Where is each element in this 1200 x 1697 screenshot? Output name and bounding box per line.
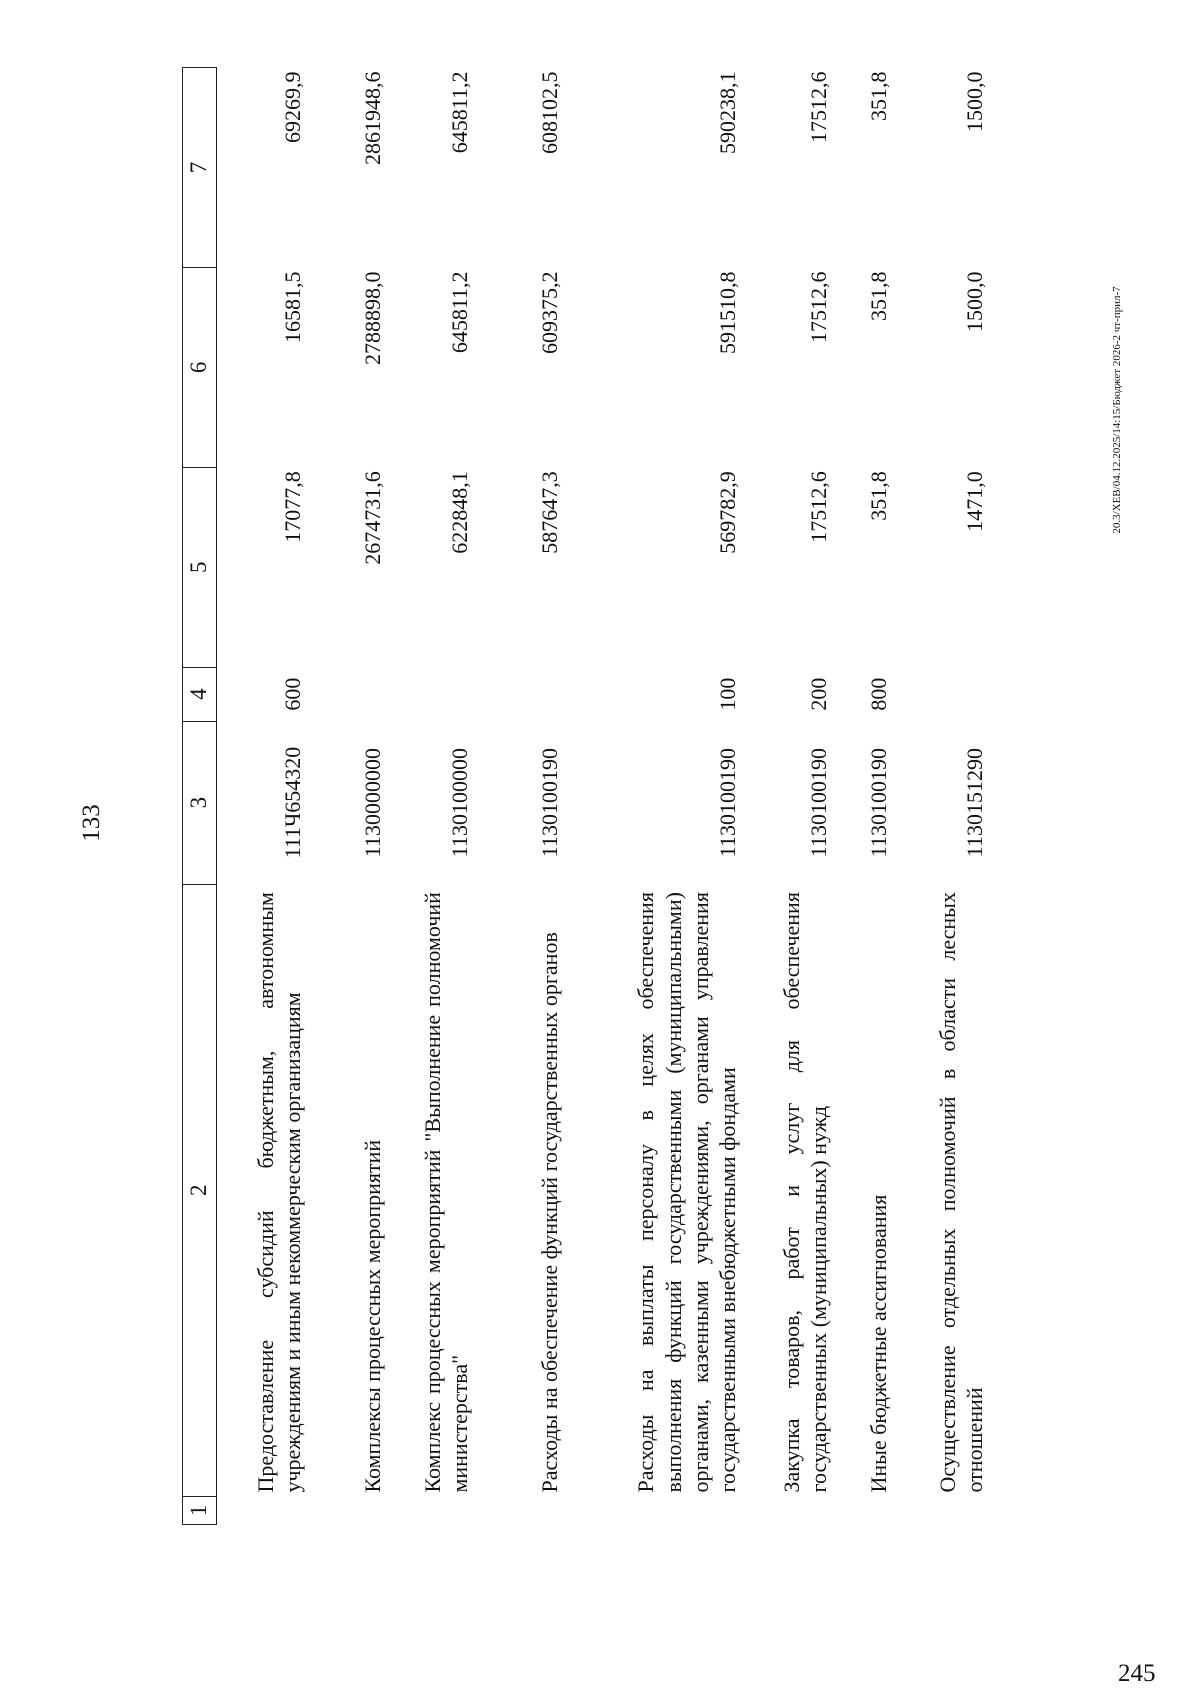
cell-amount-7: 17512,6: [806, 71, 832, 143]
cell-col-1: [896, 1497, 992, 1525]
cell-col-1: [390, 1497, 477, 1525]
cell-amount-5: 17512,6: [806, 471, 832, 543]
cell-description: Комплексы процессных мероприятий: [360, 1139, 386, 1493]
cell-amount-5: 1471,0: [962, 471, 988, 532]
header-col-2: 2: [183, 884, 217, 1496]
cell-amount-5: 17077,8: [280, 471, 306, 543]
cell-amount-5: 587647,3: [537, 471, 563, 554]
cell-type: 600: [280, 677, 306, 711]
cell-amount-6: 2788898,0: [360, 271, 386, 365]
header-col-4: 4: [183, 667, 217, 721]
cell-amount-6: 609375,2: [537, 271, 563, 354]
budget-table-container: [182, 67, 1054, 1525]
cell-amount-5: 569782,9: [715, 471, 741, 554]
cell-description: Иные бюджетные ассигнования: [866, 1194, 892, 1493]
cell-amount-7: 69269,9: [280, 71, 306, 143]
table-row: [310, 68, 390, 1525]
cell-amount-5: 351,8: [866, 471, 892, 521]
cell-amount-7: 645811,2: [447, 71, 473, 154]
cell-amount-7: 590238,1: [715, 71, 741, 154]
header-col-5: 5: [183, 467, 217, 667]
page-number-bottom: 245: [1118, 1660, 1156, 1687]
cell-amount-7: 1500,0: [962, 71, 988, 132]
cell-amount-6: 591510,8: [715, 271, 741, 354]
cell-description: Предоставление субсидий бюджетным, автономным учреждениям и иным некоммерческим организациям: [252, 892, 306, 1493]
cell-amount-7: 2861948,6: [360, 71, 386, 165]
cell-description: Расходы на выплаты персоналу в целях обеспечения выполнения функций государственными (муниципальными) органами, казенными учреждениями, органами управления государственными внебюджетными фондами: [633, 892, 741, 1493]
cell-type: [477, 667, 567, 721]
cell-type: [390, 667, 477, 721]
cell-description: Расходы на обеспечение функций государственных органов: [537, 932, 563, 1493]
cell-type: [310, 667, 390, 721]
cell-code: 1130151290: [962, 748, 988, 858]
table-row: [745, 68, 836, 1525]
cell-amount-6: 17512,6: [806, 271, 832, 343]
cell-description: Закупка товаров, работ и услуг для обеспечения государственных (муниципальных) нужд: [778, 892, 832, 1493]
budget-table: [182, 67, 992, 1525]
cell-col-1: [310, 1497, 390, 1525]
table-row: [217, 68, 310, 1525]
cell-amount-6: 351,8: [866, 271, 892, 321]
cell-col-1: [217, 1497, 310, 1525]
cell-description: Комплекс процессных мероприятий "Выполнение полномочий министерства": [419, 892, 473, 1493]
cell-code: 1130000000: [360, 748, 386, 858]
cell-type: 200: [806, 677, 832, 711]
table-header-row: [183, 68, 217, 1525]
cell-amount-6: 645811,2: [447, 271, 473, 354]
cell-amount-6: 1500,0: [962, 271, 988, 332]
header-col-6: 6: [183, 267, 217, 467]
table-row: [390, 68, 477, 1525]
cell-code: 111Ч654320: [280, 746, 306, 859]
cell-code: 1130100190: [866, 748, 892, 858]
cell-code: 1130100190: [806, 748, 832, 858]
header-col-7: 7: [183, 68, 217, 268]
cell-col-1: [567, 1497, 745, 1525]
header-col-1: 1: [183, 1497, 217, 1525]
cell-col-1: [836, 1497, 896, 1525]
table-row: [567, 68, 745, 1525]
cell-code: 1130100000: [447, 748, 473, 858]
cell-col-1: [477, 1497, 567, 1525]
page-number-top-text: 133: [78, 804, 105, 842]
cell-amount-5: 622848,1: [447, 471, 473, 554]
cell-type: 100: [715, 677, 741, 711]
cell-amount-7: 351,8: [866, 71, 892, 121]
cell-amount-7: 608102,5: [537, 71, 563, 154]
table-row: [836, 68, 896, 1525]
table-row: [477, 68, 567, 1525]
cell-code: 1130100190: [537, 748, 563, 858]
cell-type: [896, 667, 992, 721]
cell-description: Осуществление отдельных полномочий в области лесных отношений: [934, 892, 988, 1493]
cell-type: 800: [866, 677, 892, 711]
table-row: [896, 68, 992, 1525]
document-stamp-text: 20.3/ХЕВ/04.12.2025/14:15/Бюджет 2026-2 чт-прил-7: [1111, 286, 1123, 534]
cell-amount-6: 16581,5: [280, 271, 306, 343]
header-col-3: 3: [183, 721, 217, 884]
cell-amount-5: 2674731,6: [360, 471, 386, 565]
cell-code: 1130100190: [715, 748, 741, 858]
cell-col-1: [745, 1497, 836, 1525]
